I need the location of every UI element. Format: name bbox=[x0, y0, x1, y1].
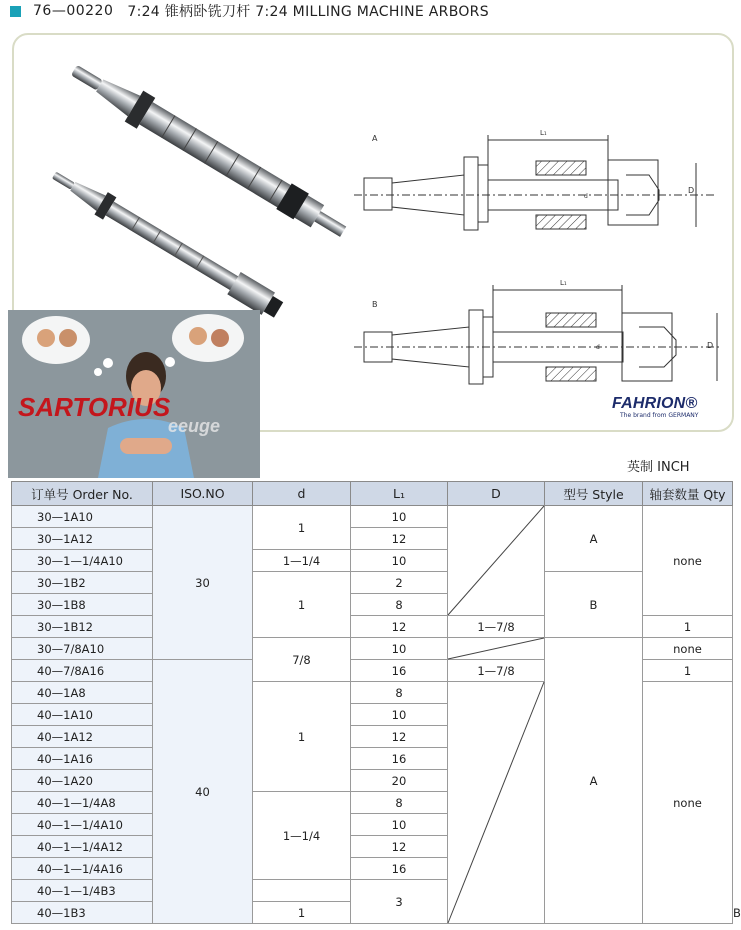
d-value-blank bbox=[253, 880, 351, 902]
svg-text:d: d bbox=[596, 344, 600, 351]
ad-subtext: eeuge bbox=[168, 416, 221, 436]
style-value: A bbox=[545, 638, 643, 924]
d-value: 1 bbox=[253, 682, 351, 792]
style-value: A bbox=[545, 506, 643, 572]
l1-value: 12 bbox=[351, 616, 448, 638]
catalog-code: 76—00220 bbox=[33, 3, 114, 19]
l1-value: 3 bbox=[351, 880, 448, 924]
table-row bbox=[12, 572, 733, 594]
qty-value: 1 bbox=[643, 660, 733, 682]
d-value: 1 bbox=[253, 902, 351, 924]
order-no: 40—1B3 bbox=[12, 902, 153, 924]
order-no: 40—1—1/4A16 bbox=[12, 858, 153, 880]
order-no: 40—1A10 bbox=[12, 704, 153, 726]
page-header bbox=[10, 2, 489, 20]
fahrion-logo bbox=[612, 395, 698, 419]
d-value: 7/8 bbox=[253, 638, 351, 682]
qty-value: 1 bbox=[643, 616, 733, 638]
drawing-style-b bbox=[354, 279, 719, 384]
order-no: 30—1—1/4A10 bbox=[12, 550, 153, 572]
col-d: d bbox=[253, 482, 351, 506]
l1-value: 16 bbox=[351, 660, 448, 682]
l1-value: 16 bbox=[351, 748, 448, 770]
D-value-blank bbox=[448, 506, 545, 616]
l1-value: 8 bbox=[351, 682, 448, 704]
l1-value: 8 bbox=[351, 594, 448, 616]
order-no: 40—1A20 bbox=[12, 770, 153, 792]
drawing-style-a bbox=[354, 129, 714, 230]
col-iso-no: ISO.NO bbox=[153, 482, 253, 506]
order-no: 40—1—1/4A8 bbox=[12, 792, 153, 814]
advertisement-banner[interactable] bbox=[8, 310, 260, 478]
order-no: 30—1B8 bbox=[12, 594, 153, 616]
table-row: 40—1B3 1 B bbox=[12, 902, 733, 924]
l1-value: 10 bbox=[351, 506, 448, 528]
arbor-spec-table bbox=[11, 481, 741, 924]
order-no: 30—7/8A10 bbox=[12, 638, 153, 660]
qty-value: none bbox=[643, 638, 733, 660]
l1-value: 16 bbox=[351, 858, 448, 880]
svg-text:L₁: L₁ bbox=[540, 129, 547, 137]
order-no: 30—1B2 bbox=[12, 572, 153, 594]
arbor-photo-1 bbox=[65, 55, 353, 248]
d-value: 1 bbox=[253, 572, 351, 638]
D-value: 1—7/8 bbox=[448, 660, 545, 682]
order-no: 40—7/8A16 bbox=[12, 660, 153, 682]
order-no: 40—1A16 bbox=[12, 748, 153, 770]
unit-label: 英制 INCH bbox=[627, 460, 690, 475]
l1-value: 10 bbox=[351, 638, 448, 660]
brand-name: FAHRION® bbox=[612, 395, 698, 412]
style-value: B bbox=[545, 572, 643, 638]
table-row bbox=[12, 638, 733, 660]
qty-value: none bbox=[643, 682, 733, 924]
l1-value: 20 bbox=[351, 770, 448, 792]
order-no: 40—1—1/4A12 bbox=[12, 836, 153, 858]
order-no: 30—1A12 bbox=[12, 528, 153, 550]
order-no: 30—1A10 bbox=[12, 506, 153, 528]
col-qty: 轴套数量 Qty bbox=[643, 482, 733, 506]
l1-value: 8 bbox=[351, 792, 448, 814]
col-l1: L₁ bbox=[351, 482, 448, 506]
order-no: 30—1B12 bbox=[12, 616, 153, 638]
iso-no: 40 bbox=[153, 660, 253, 924]
order-no: 40—1A8 bbox=[12, 682, 153, 704]
D-value: 1—7/8 bbox=[448, 616, 545, 638]
l1-value: 10 bbox=[351, 814, 448, 836]
order-no: 40—1—1/4B3 bbox=[12, 880, 153, 902]
d-value: 1—1/4 bbox=[253, 792, 351, 880]
svg-text:D: D bbox=[688, 186, 695, 195]
page-title: 7:24 锥柄卧铣刀杆 7:24 MILLING MACHINE ARBORS bbox=[127, 4, 489, 20]
D-value-blank bbox=[448, 638, 545, 660]
l1-value: 12 bbox=[351, 726, 448, 748]
svg-text:L₁: L₁ bbox=[560, 279, 567, 287]
svg-text:D: D bbox=[707, 341, 714, 350]
col-D: D bbox=[448, 482, 545, 506]
D-value-blank bbox=[448, 682, 545, 924]
brand-tagline: The brand from GERMANY bbox=[620, 412, 699, 419]
table-header-row bbox=[12, 482, 733, 506]
l1-value: 2 bbox=[351, 572, 448, 594]
svg-text:A: A bbox=[372, 134, 378, 143]
svg-text:d: d bbox=[584, 193, 588, 200]
col-order-no: 订单号 Order No. bbox=[12, 482, 153, 506]
l1-value: 10 bbox=[351, 550, 448, 572]
qty-value: none bbox=[643, 506, 733, 616]
l1-value: 12 bbox=[351, 836, 448, 858]
ad-graphic bbox=[8, 310, 260, 478]
ad-brand-text: SARTORIUS bbox=[18, 392, 171, 422]
table-row bbox=[12, 506, 733, 528]
d-value: 1—1/4 bbox=[253, 550, 351, 572]
d-value: 1 bbox=[253, 506, 351, 550]
col-style: 型号 Style bbox=[545, 482, 643, 506]
l1-value: 12 bbox=[351, 528, 448, 550]
iso-no: 30 bbox=[153, 506, 253, 660]
order-no: 40—1—1/4A10 bbox=[12, 814, 153, 836]
svg-text:B: B bbox=[372, 300, 378, 309]
l1-value: 10 bbox=[351, 704, 448, 726]
section-marker-icon bbox=[10, 6, 21, 17]
order-no: 40—1A12 bbox=[12, 726, 153, 748]
